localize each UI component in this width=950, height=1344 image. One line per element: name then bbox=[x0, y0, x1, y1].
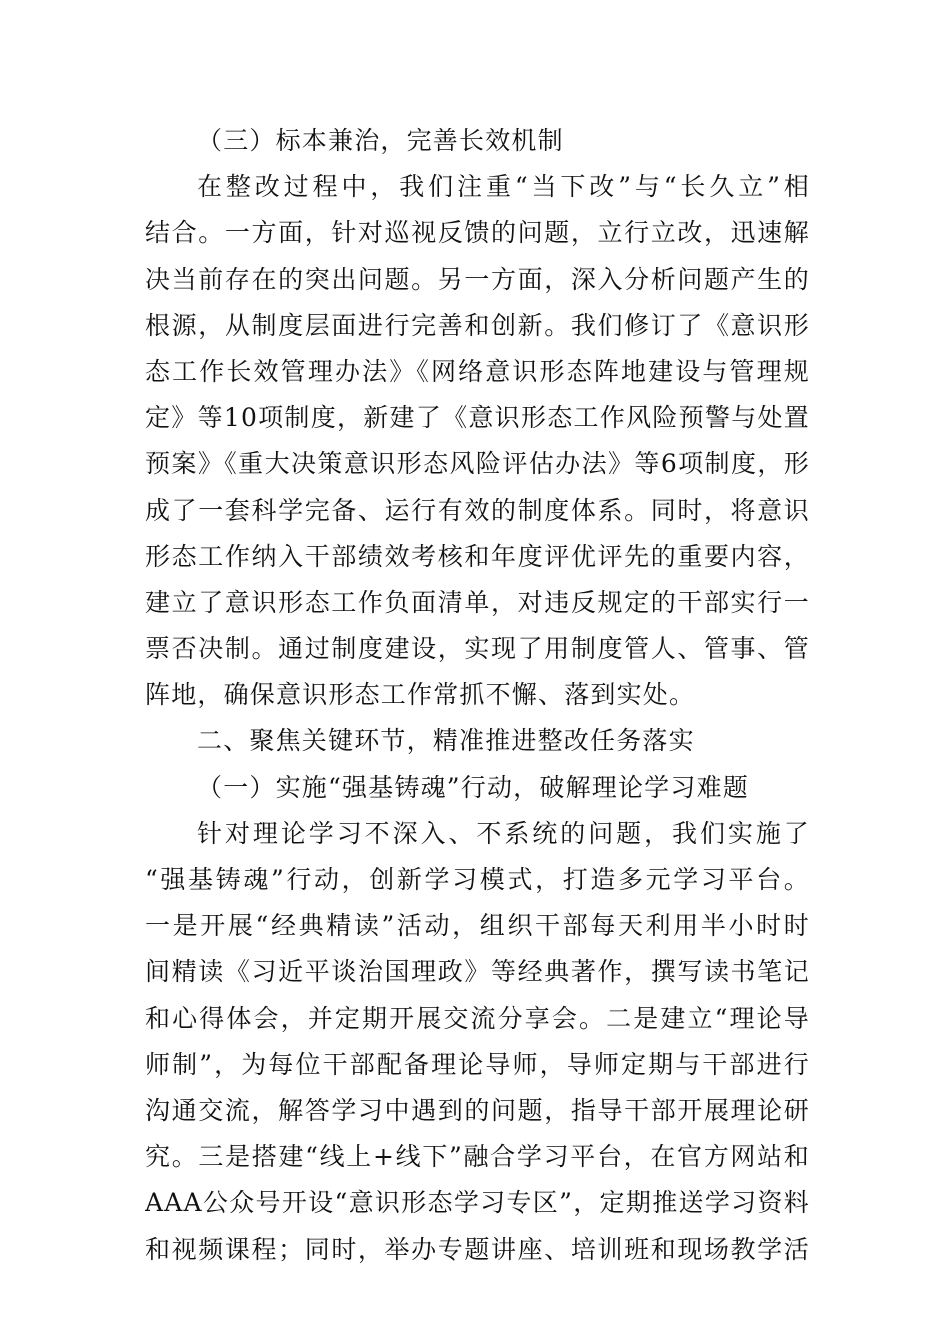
paragraph-line: 师制”，为每位干部配备理论导师，导师定期与干部进行 bbox=[145, 1049, 810, 1079]
paragraph-line: 建立了意识形态工作负面清单，对违反规定的干部实行一 bbox=[145, 587, 810, 617]
paragraph-line: 定》等10项制度，新建了《意识形态工作风险预警与处置 bbox=[145, 403, 810, 433]
paragraph-line: 根源，从制度层面进行完善和创新。我们修订了《意识形 bbox=[145, 310, 810, 340]
paragraph-line: 和视频课程；同时，举办专题讲座、培训班和现场教学活 bbox=[145, 1234, 810, 1264]
subsection-heading-1: （一）实施“强基铸魂”行动，破解理论学习难题 bbox=[197, 772, 749, 802]
paragraph-line: 间精读《习近平谈治国理政》等经典著作，撰写读书笔记 bbox=[145, 957, 810, 987]
paragraph-line: “强基铸魂”行动，创新学习模式，打造多元学习平台。 bbox=[145, 865, 810, 894]
document-body bbox=[145, 118, 810, 1273]
paragraph-line: 结合。一方面，针对巡视反馈的问题，立行立改，迅速解 bbox=[145, 218, 810, 248]
paragraph-line: 态工作长效管理办法》《网络意识形态阵地建设与管理规 bbox=[145, 356, 810, 386]
paragraph-line-last: 阵地，确保意识形态工作常抓不懈、落到实处。 bbox=[145, 680, 696, 710]
paragraph-line: 在整改过程中，我们注重“当下改”与“长久立”相 bbox=[197, 172, 810, 202]
section-heading-3: （三）标本兼治，完善长效机制 bbox=[197, 126, 564, 155]
paragraph-line: 票否决制。通过制度建设，实现了用制度管人、管事、管 bbox=[145, 634, 810, 664]
paragraph-line: AAA公众号开设“意识形态学习专区”，定期推送学习资料 bbox=[145, 1188, 810, 1218]
paragraph-line: 预案》《重大决策意识形态风险评估办法》等6项制度，形 bbox=[145, 449, 810, 479]
paragraph-line: 一是开展“经典精读”活动，组织干部每天利用半小时时 bbox=[145, 911, 810, 941]
paragraph-line: 形态工作纳入干部绩效考核和年度评优评先的重要内容， bbox=[145, 541, 810, 571]
paragraph-line: 针对理论学习不深入、不系统的问题，我们实施了 bbox=[197, 818, 810, 848]
paragraph-line: 究。三是搭建“线上+线下”融合学习平台，在官方网站和 bbox=[145, 1142, 810, 1172]
paragraph-line: 和心得体会，并定期开展交流分享会。二是建立“理论导 bbox=[145, 1003, 810, 1033]
paragraph-line: 沟通交流，解答学习中遇到的问题，指导干部开展理论研 bbox=[145, 1095, 810, 1125]
paragraph-line: 成了一套科学完备、运行有效的制度体系。同时，将意识 bbox=[145, 495, 810, 525]
paragraph-line: 决当前存在的突出问题。另一方面，深入分析问题产生的 bbox=[145, 264, 810, 294]
section-heading-2: 二、聚焦关键环节，精准推进整改任务落实 bbox=[197, 726, 695, 756]
